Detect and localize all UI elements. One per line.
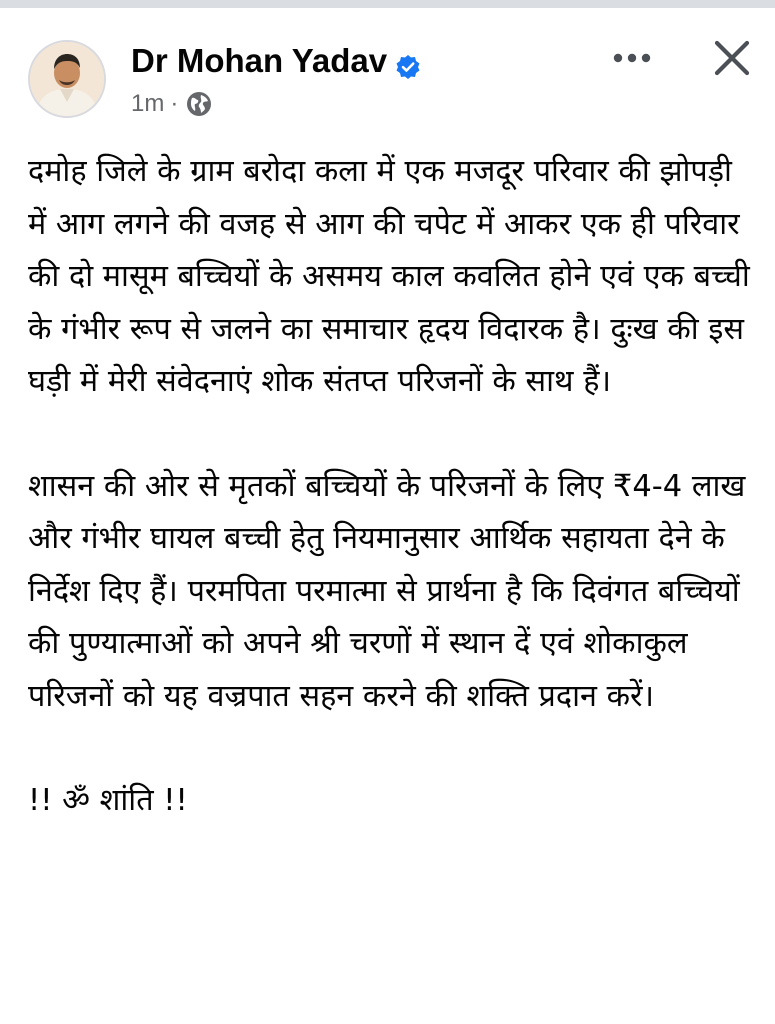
post-paragraph-1: दमोह जिले के ग्राम बरोदा कला में एक मजदूर परिवार की झोपड़ी में आग लगने की वजह से आग की चपेट में आकर एक ही परिवार की दो मासूम बच्चियों के असमय काल कवलित होने एवं एक बच्ची के गंभीर रूप से जलने का समाचार हृदय विदारक है। दुःख की इस घड़ी में मेरी संवेदनाएं शोक संतप्त परिजनों के साथ हैं। xyxy=(28,154,750,399)
avatar-portrait xyxy=(30,42,104,116)
post-meta xyxy=(131,90,212,118)
more-options-icon xyxy=(610,52,654,64)
post-text xyxy=(28,146,758,828)
author-name-text[interactable]: Dr Mohan Yadav xyxy=(131,42,388,79)
meta-separator: · xyxy=(170,90,179,117)
author-name[interactable] xyxy=(131,42,421,80)
globe-icon[interactable] xyxy=(186,91,212,117)
post-timestamp[interactable]: 1m xyxy=(131,90,165,117)
close-button[interactable] xyxy=(706,32,758,84)
close-icon xyxy=(713,39,751,77)
verified-badge-icon xyxy=(395,50,421,76)
post-paragraph-3: !! ॐ शांति !! xyxy=(28,783,188,818)
post-paragraph-2: शासन की ओर से मृतकों बच्चियों के परिजनों के लिए ₹4-4 लाख और गंभीर घायल बच्ची हेतु नियमानुसार आर्थिक सहायता देने के निर्देश दिए हैं। परमपिता परमात्मा से प्रार्थना है कि दिवंगत बच्चियों की पुण्यात्माओं को अपने श्री चरणों में स्थान दें एवं शोकाकुल परिजनों को यह वज्रपात सहन करने की शक्ति प्रदान करें। xyxy=(28,468,746,714)
facebook-post xyxy=(0,8,775,1024)
avatar[interactable] xyxy=(28,40,106,118)
top-divider xyxy=(0,0,775,8)
more-options-button[interactable] xyxy=(604,36,660,80)
